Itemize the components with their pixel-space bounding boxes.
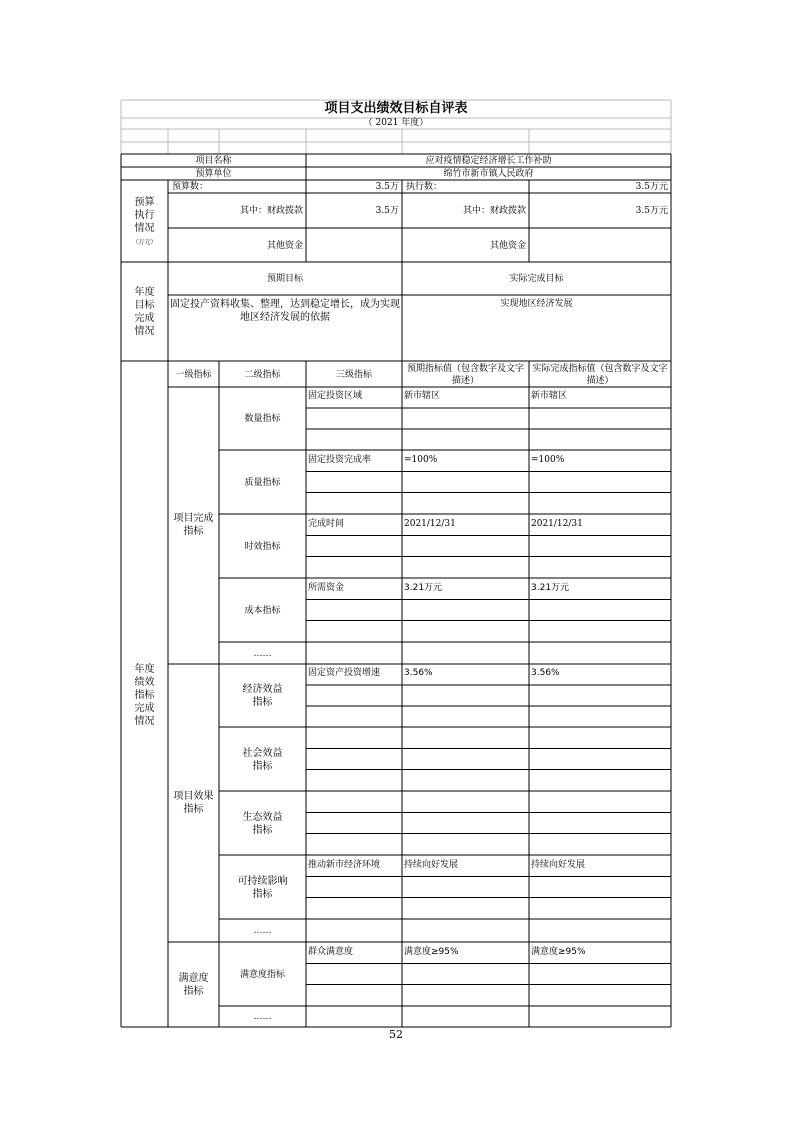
other-funds-label-2: 其他资金 [489, 240, 526, 251]
level3-cell: 固定投资区域 [308, 391, 363, 401]
level2-quality: 质量指标 [244, 477, 281, 488]
level2-ellipsis-3: …… [253, 1011, 272, 1022]
project-name-label: 项目名称 [195, 155, 232, 166]
header-level3: 三级指标 [335, 369, 372, 380]
expected-goal-text: 固定投产资料收集、整理，达到稳定增长，成为实现地区经济发展的依据 [170, 299, 400, 323]
level2-satisfaction: 满意度指标 [239, 969, 285, 980]
expected-value-cell: 满意度≥95% [404, 947, 459, 957]
project-name-value: 应对疫情稳定经济增长工作补助 [425, 155, 552, 166]
page-number: 52 [389, 1028, 403, 1041]
actual-value-cell: 满意度≥95% [531, 947, 586, 957]
budget-unit-value: 绵竹市新市镇人民政府 [443, 168, 534, 179]
expected-value-cell: 2021/12/31 [404, 519, 456, 529]
level2-cost: 成本指标 [244, 605, 281, 616]
actual-value-cell: 3.21万元 [531, 583, 570, 593]
other-funds-label-1: 其他资金 [266, 240, 303, 251]
indicator-section-label: 年度 绩效 指标 完成 情况 [134, 663, 155, 727]
expected-value-cell: =100% [404, 455, 438, 465]
fiscal-value-1: 3.5万 [375, 206, 399, 216]
exec-value: 3.5万元 [635, 181, 668, 192]
level3-cell: 所需资金 [308, 583, 345, 593]
level1-satisfaction: 满意度 指标 [178, 973, 209, 997]
level3-cell: 完成时间 [308, 519, 345, 529]
level2-ellipsis-2: …… [253, 926, 272, 936]
level2-ellipsis-1: …… [253, 648, 272, 659]
level3-cell: 推动新市经济环境 [308, 860, 381, 870]
expected-goal-header: 预期目标 [266, 274, 303, 284]
actual-value-cell: 3.56% [531, 668, 560, 678]
actual-goal-text: 实现地区经济发展 [500, 299, 573, 309]
expected-value-cell: 新市辖区 [404, 391, 441, 401]
expected-value-cell: 3.21万元 [404, 583, 443, 593]
level2-timeliness: 时效指标 [244, 541, 281, 552]
header-level1: 一级指标 [175, 369, 212, 380]
level1-effect: 项目效果 指标 [173, 791, 214, 815]
level1-completion: 项目完成 指标 [173, 513, 214, 537]
level3-cell: 固定投资完成率 [308, 455, 372, 465]
actual-value-cell: 2021/12/31 [531, 519, 583, 529]
budget-unit-note: （万元） [132, 239, 157, 246]
goal-section-label: 年度 目标 完成 情况 [134, 287, 155, 337]
exec-label: 执行数： [406, 182, 443, 192]
level3-cell: 群众满意度 [308, 947, 354, 957]
budget-value: 3.5万 [375, 181, 399, 192]
header-level2: 二级指标 [244, 369, 281, 380]
budget-unit-label: 预算单位 [195, 168, 232, 179]
level2-ecological: 生态效益 指标 [242, 811, 283, 836]
fiscal-label-2: 其中：财政拨款 [462, 206, 526, 216]
expected-value-cell: 3.56% [404, 668, 433, 678]
level2-social: 社会效益 指标 [242, 747, 283, 772]
fiscal-label-1: 其中：财政拨款 [239, 206, 303, 216]
header-expected-value: 预期指标值（包含数字及文字描述） [406, 363, 524, 386]
year-line: （ 2021 年度） [363, 118, 429, 128]
level2-economic: 经济效益 指标 [242, 683, 283, 708]
actual-value-cell: =100% [531, 455, 565, 465]
level3-cell: 固定资产投资增速 [308, 668, 381, 678]
actual-value-cell: 持续向好发展 [531, 860, 586, 870]
budget-section-title: 预算 执行 情况 [134, 197, 155, 234]
header-actual-value: 实际完成指标值（包含数字及文字描述） [532, 363, 668, 386]
actual-goal-header: 实际完成目标 [509, 274, 564, 284]
level2-sustainable: 可持续影响 指标 [237, 875, 288, 900]
budget-section-label [121, 180, 168, 262]
budget-label: 预算数： [172, 182, 209, 192]
form-title: 项目支出绩效目标自评表 [324, 101, 468, 116]
expected-value-cell: 持续向好发展 [404, 860, 459, 870]
actual-value-cell: 新市辖区 [531, 391, 568, 401]
level2-quantity: 数量指标 [244, 413, 281, 424]
fiscal-value-2: 3.5万元 [635, 206, 668, 216]
